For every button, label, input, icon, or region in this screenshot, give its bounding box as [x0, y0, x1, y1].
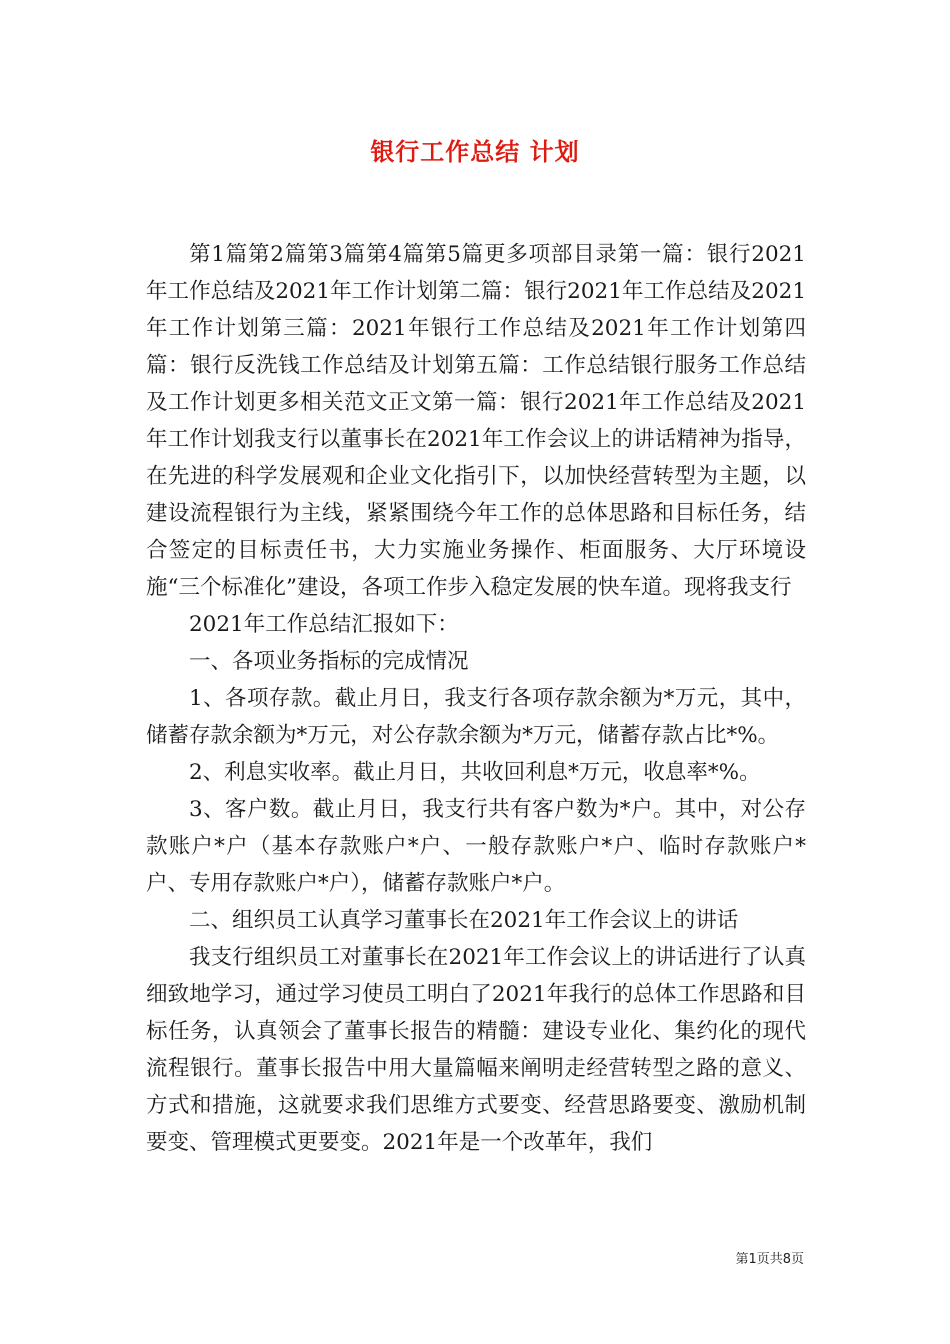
paragraph-deposits: 1、各项存款。截止月日，我支行各项存款余额为*万元，其中，储蓄存款余额为*万元，对公存款余额为*万元，储蓄存款占比*%。	[146, 686, 806, 748]
document-body	[146, 236, 806, 1161]
page-number: 第1页共8页	[735, 1252, 804, 1267]
paragraph-study: 我支行组织员工对董事长在2021年工作会议上的讲话进行了认真细致地学习，通过学习使员工明白了2021年我行的总体工作思路和目标任务，认真领会了董事长报告的精髓：建设专业化、集约化的现代流程银行。董事长报告中用大量篇幅来阐明走经营转型之路的意义、方式和措施，这就要求我们思维方式要变、经营思路要变、激励机制要变、管理模式更要变。2021年是一个改革年，我们	[146, 945, 806, 1155]
document-title: 银行工作总结 计划	[370, 138, 580, 166]
paragraph-toc-intro: 第1篇第2篇第3篇第4篇第5篇更多项部目录第一篇：银行2021年工作总结及2021年工作计划第二篇：银行2021年工作总结及2021年工作计划第三篇：2021年银行工作总结及2021年工作计划第四篇：银行反洗钱工作总结及计划第五篇：工作总结银行服务工作总结及工作计划更多相关范文正文第一篇：银行2021年工作总结及2021年工作计划我支行以董事长在2021年工作会议上的讲话精神为指导，在先进的科学发展观和企业文化指引下，以加快经营转型为主题，以建设流程银行为主线，紧紧围绕今年工作的总体思路和目标任务，结合签定的目标责任书，大力实施业务操作、柜面服务、大厅环境设施“三个标准化”建设，各项工作步入稳定发展的快车道。现将我支行	[146, 242, 806, 600]
paragraph-customers: 3、客户数。截止月日，我支行共有客户数为*户。其中，对公存款账户*户（基本存款账户*户、一般存款账户*户、临时存款账户*户、专用存款账户*户），储蓄存款账户*户。	[146, 797, 806, 896]
section-heading-2: 二、组织员工认真学习董事长在2021年工作会议上的讲话	[189, 908, 739, 933]
paragraph-summary-heading: 2021年工作总结汇报如下：	[189, 612, 459, 637]
section-heading-1: 一、各项业务指标的完成情况	[189, 649, 469, 674]
paragraph-interest: 2、利息实收率。截止月日，共收回利息*万元，收息率*%。	[189, 760, 761, 785]
